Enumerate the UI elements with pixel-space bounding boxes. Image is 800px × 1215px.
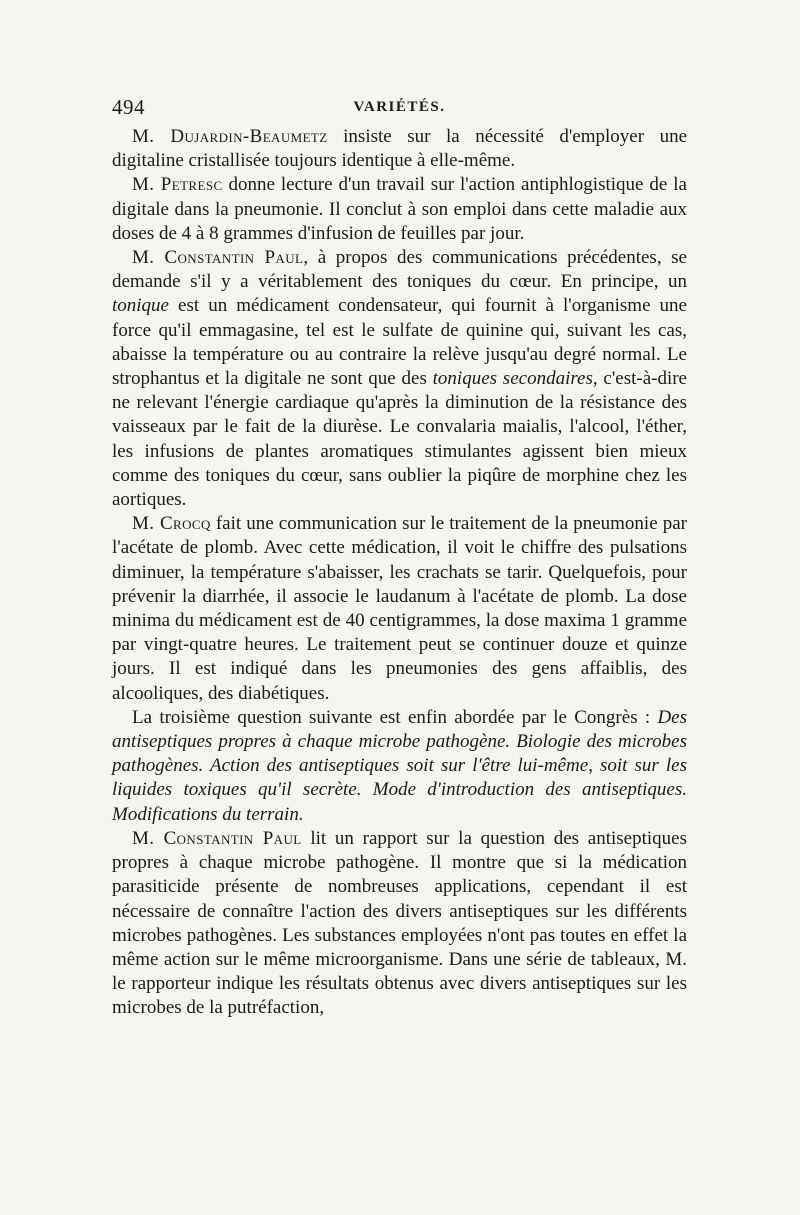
paragraph-third-question xyxy=(112,706,687,827)
speaker-name: M. Constantin Paul xyxy=(132,247,304,269)
emphasis-text: tonique xyxy=(112,295,169,317)
speaker-name: M. Constantin Paul xyxy=(132,827,302,849)
paragraph-text: donne lecture d'un travail sur l'action antiphlogistique de la digitale dans la pneumonie. Il conclut à son emploi dans cette maladie aux doses de 4 à 8 grammes d'infusion de feuilles par jour. xyxy=(112,174,687,244)
paragraph-constantin-paul-toniques xyxy=(112,246,687,512)
paragraph-text: est un médicament condensateur, qui fournit à l'organisme une force qu'il emmagasine, tel est le sulfate de quinine qui, suivant les cas, abaisse la température ou au contraire la relève jusqu'au degré normal. Le strophantus et la digitale ne sont que des xyxy=(112,295,687,390)
paragraph-text: , c'est-à-dire ne relevant l'énergie cardiaque qu'après la diminution de la résistance des vaisseaux par le fait de la diurèse. Le convalaria maialis, l'alcool, l'éther, les infusions de plantes aromatiques stimulantes agissent bien mieux comme des toniques du cœur, sans oublier la piqûre de morphine chez les aortiques. xyxy=(112,368,687,511)
emphasis-text: toniques secondaires xyxy=(432,368,593,390)
paragraph-dujardin xyxy=(112,125,687,173)
speaker-name: M. Petresc xyxy=(132,174,223,196)
paragraph-text: insiste sur la nécessité d'employer une digitaline cristallisée toujours identique à elle-même. xyxy=(112,126,688,172)
paragraph-text: lit un rapport sur la question des antiseptiques propres à chaque microbe pathogène. Il montre que si la médication parasiticide présente de nombreuses applications, cependant il est nécessaire de connaître l'action des divers antiseptiques sur les différents microbes pathogènes. Les substances employées n'ont pas toutes en effet la même action sur le même microorganisme. Dans une série de tableaux, M. le rapporteur indique les résultats obtenus avec divers antiseptiques sur les microbes de la putréfaction, xyxy=(112,827,687,1019)
book-page xyxy=(112,95,687,1021)
paragraph-text: , à propos des communications précédentes, se demande s'il y a véritablement des toniques du cœur. En principe, un xyxy=(112,247,687,293)
paragraph-text: La troisième question suivante est enfin abordée par le Congrès : xyxy=(132,706,658,728)
page-body xyxy=(112,125,687,1021)
page-number: 494 xyxy=(112,95,145,119)
speaker-name: M. Crocq xyxy=(132,513,211,535)
paragraph-crocq xyxy=(112,512,687,706)
question-title: Des antiseptiques propres à chaque microbe pathogène. Biologie des microbes pathogènes. Action des antiseptiques soit sur l'être lui-même, soit sur les liquides toxiques qu'il secrète. Mode d'introduction des antiseptiques. Modifications du terrain. xyxy=(112,706,687,825)
speaker-name: M. Dujardin-Beaumetz xyxy=(132,126,328,147)
running-title: VARIÉTÉS. xyxy=(353,99,446,115)
page-header xyxy=(112,95,687,125)
paragraph-petresc xyxy=(112,173,687,246)
paragraph-constantin-paul-rapport xyxy=(112,827,687,1021)
paragraph-text: fait une communication sur le traitement de la pneumonie par l'acétate de plomb. Avec cette médication, il voit le chiffre des pulsations diminuer, la température s'abaisser, les crachats se tarir. Quelquefois, pour prévenir la diarrhée, il associe le laudanum à l'acétate de plomb. La dose minima du médicament est de 40 centigrammes, la dose maxima 1 gramme par vingt-quatre heures. Le traitement peut se continuer douze et quinze jours. Il est indiqué dans les pneumonies des gens affaiblis, des alcooliques, des diabétiques. xyxy=(112,513,687,704)
